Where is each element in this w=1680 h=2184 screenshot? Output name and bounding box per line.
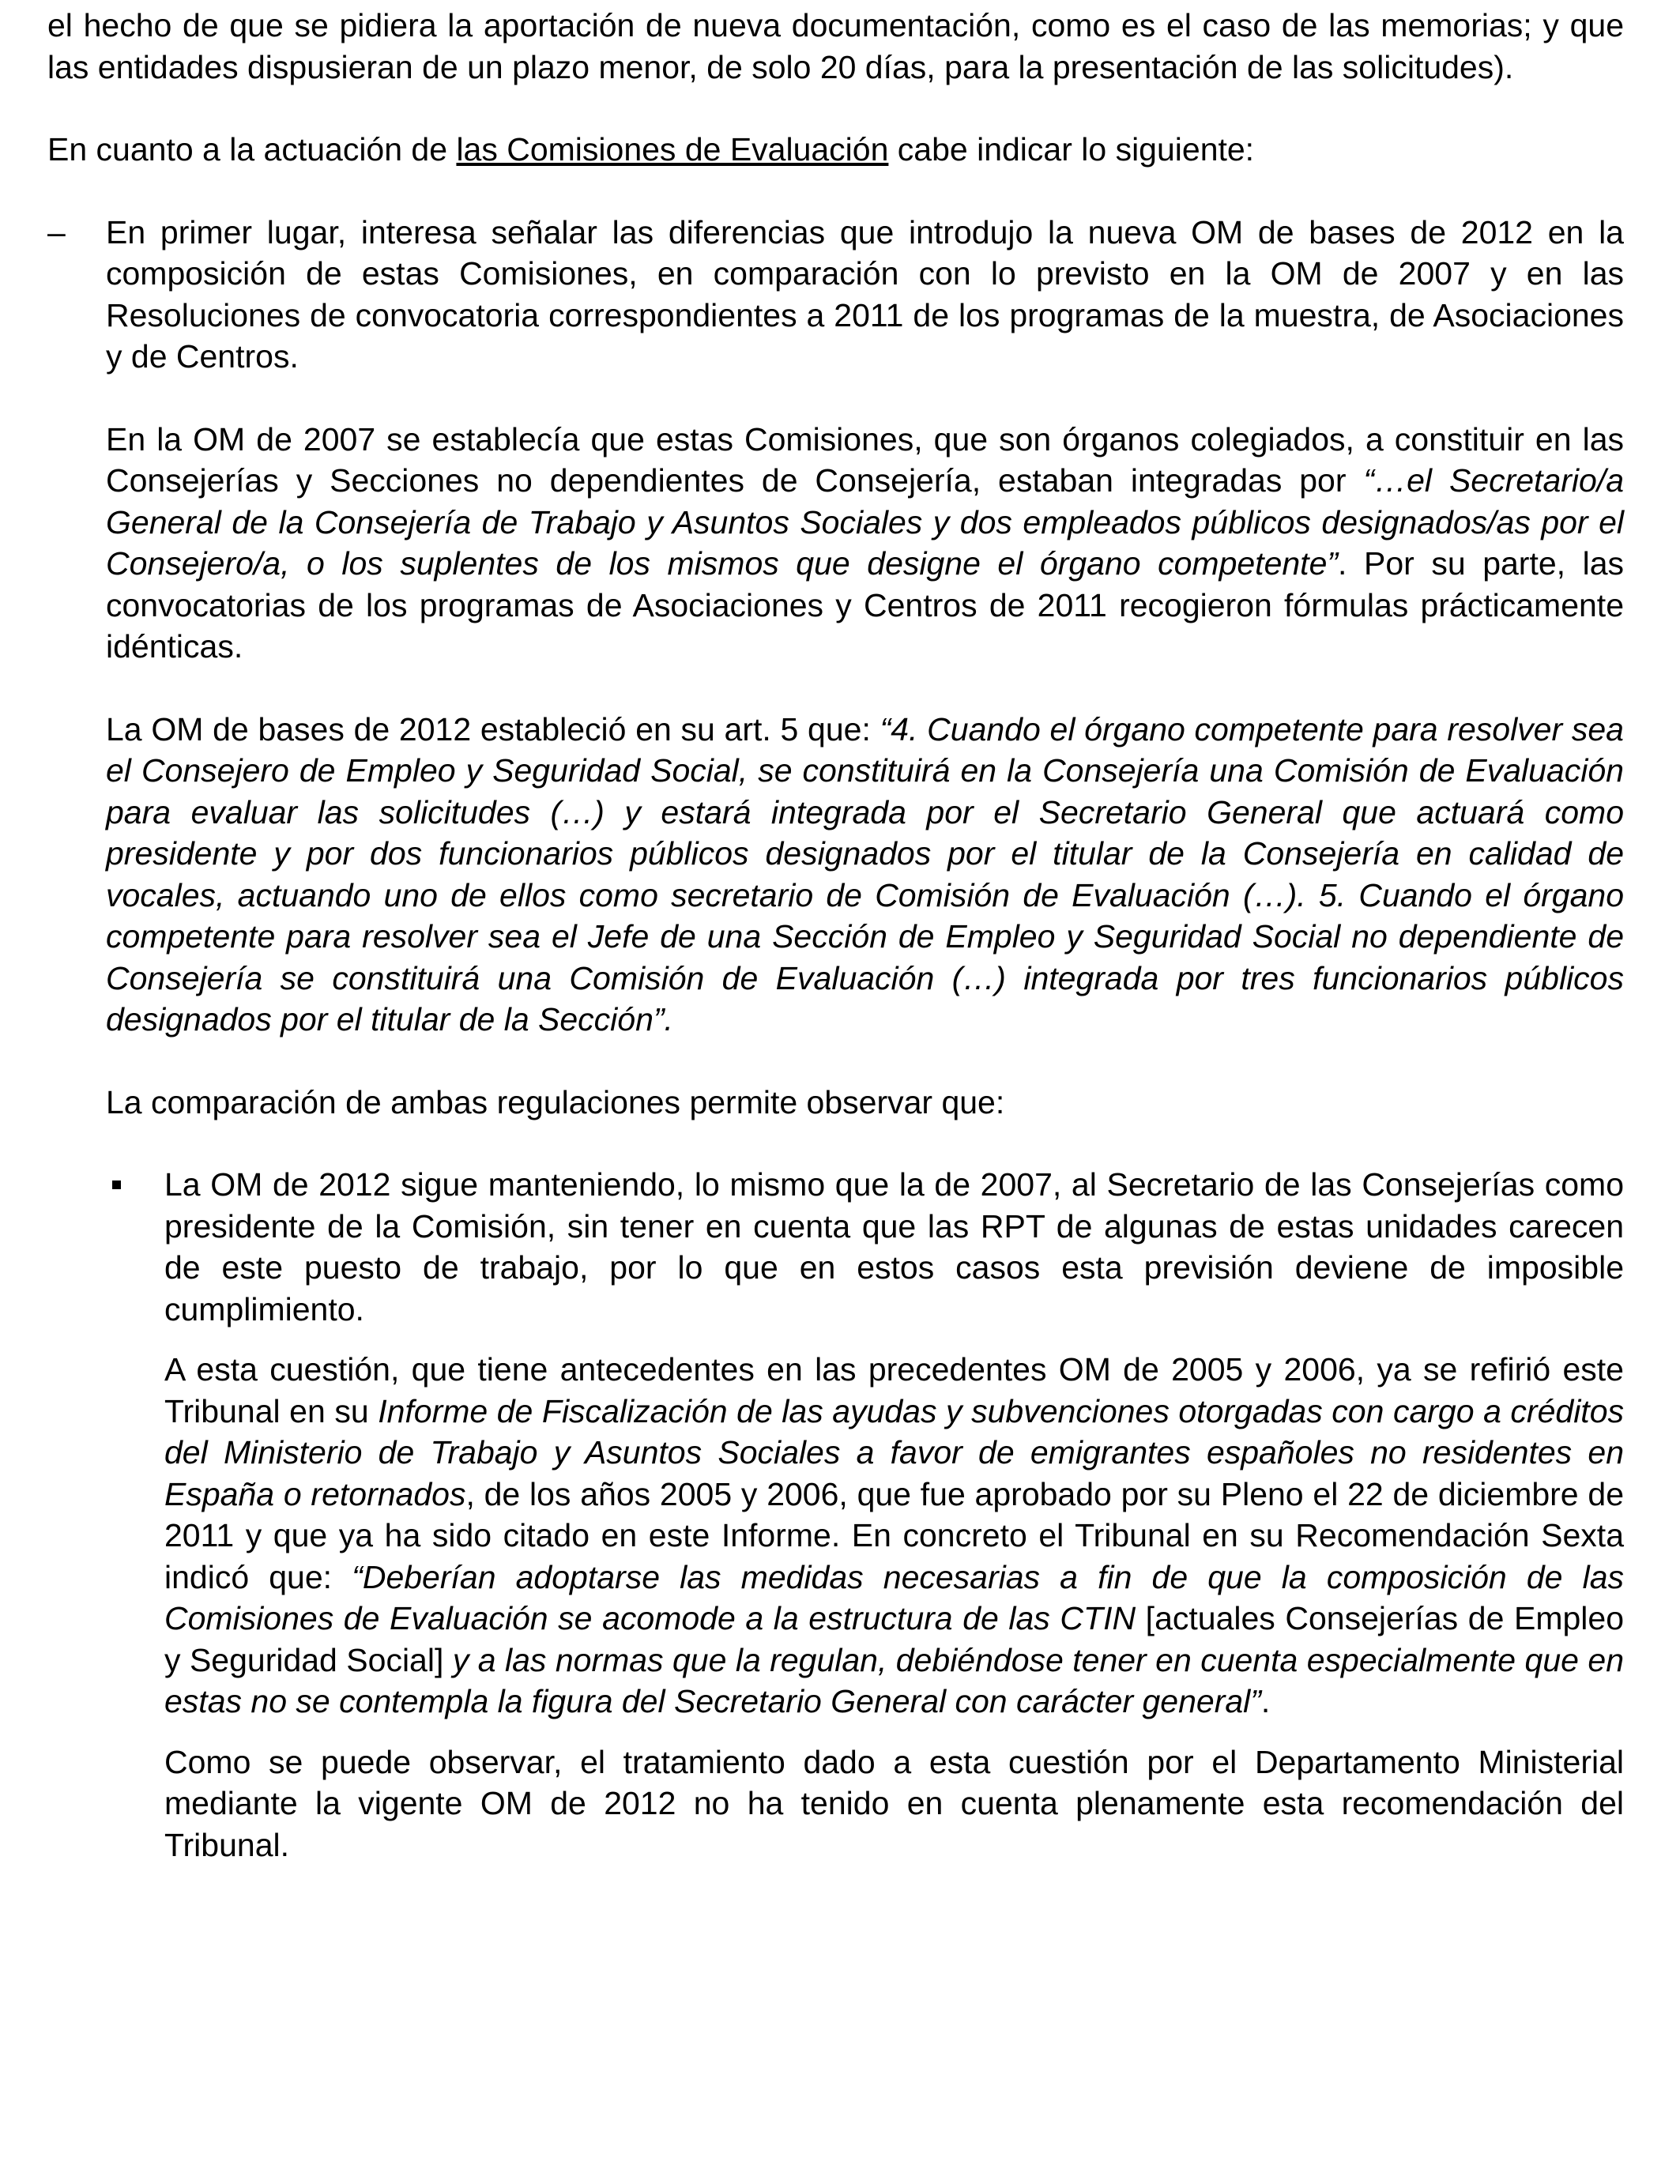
dash-bullet-icon: – [47, 213, 66, 250]
report-title: Informe de Fiscalización de las ayudas y subvenciones otorgadas con cargo a créditos del Ministerio de Trabajo y Asuntos Sociales a favor de emigrantes españoles no residentes en España o retornados [164, 1392, 1624, 1512]
square-list-item [47, 1164, 1624, 1330]
text-segment: En la OM de 2007 se establecía que estas Comisiones, que son órganos colegiados, a constituir en las Consejerías y Secciones no dependientes de Consejería, estaban integradas por [106, 420, 1624, 499]
quote-om-2012-art5: “4. Cuando el órgano competente para resolver sea el Consejero de Empleo y Seguridad Social, se constituirá en la Consejería una Comisión de Evaluación para evaluar las solicitudes (…) y estará integrada por el Secretario General que actuará como presidente y por dos funcionarios públicos designados por el titular de la Consejería en calidad de vocales, actuando uno de ellos como secretario de Comisión de Evaluación (…). 5. Cuando el órgano competente para resolver sea el Jefe de una Sección de Empleo y Seguridad Social no dependiente de Consejería se constituirá una Comisión de Evaluación (…) integrada por tres funcionarios públicos designados por el titular de la Sección”. [106, 710, 1624, 1037]
recommendation-quote-part1: “Deberían adoptarse las medidas necesarias a fin de que la composición de las Comisiones de Evaluación se acomode a la estructura de las CTIN [164, 1558, 1624, 1636]
dash-list-item [47, 212, 1624, 378]
text-segment: , de los años 2005 y 2006, que fue aprobado por su Pleno el 22 de diciembre de 2011 y que ya ha sido citado en este Informe. En concreto el Tribunal en su Recomendación Sexta indicó que: [164, 1475, 1625, 1595]
paragraph-intro-continuation: el hecho de que se pidiera la aportación de nueva documentación, como es el caso de las memorias; y que las entidades dispusieran de un plazo menor, de solo 20 días, para la presentación de las solicitudes). [47, 7, 1624, 85]
square-bullet-icon [112, 1180, 121, 1189]
paragraph-commissions-intro [47, 129, 1624, 171]
recommendation-quote-part2: y a las normas que la regulan, debiéndose tener en cuenta especialmente que en estas no se contempla la figura del Secretario General con carácter general” [164, 1641, 1624, 1719]
text-segment: La OM de bases de 2012 estableció en su art. 5 que: [106, 710, 880, 747]
document-page [47, 5, 1624, 1866]
paragraph-conclusion: Como se puede observar, el tratamiento dado a esta cuestión por el Departamento Ministerial mediante la vigente OM de 2012 no ha tenido en cuenta plenamente esta recomendación del Tribunal. [164, 1743, 1624, 1863]
text-segment: . Por su parte, las convocatorias de los programas de Asociaciones y Centros de 2011 recogieron fórmulas prácticamente idénticas. [106, 545, 1624, 665]
underlined-phrase: las Comisiones de Evaluación [456, 131, 889, 168]
text-segment: En cuanto a la actuación de [47, 131, 457, 168]
paragraph-secretary-point: La OM de 2012 sigue manteniendo, lo mismo que la de 2007, al Secretario de las Consejerías como presidente de la Comisión, sin tener en cuenta que las RPT de algunas de estas unidades carecen de este puesto de trabajo, por lo que en estos casos esta previsión deviene de imposible cumplimiento. [164, 1166, 1624, 1327]
paragraph-om-2007 [47, 419, 1624, 668]
quote-om-2007: “…el Secretario/a General de la Consejería de Trabajo y Asuntos Sociales y dos empleados públicos designados/as por el Consejero/a, o los suplentes de los mismos que designe el órgano competente” [106, 462, 1625, 582]
paragraph-first-point: En primer lugar, interesa señalar las diferencias que introdujo la nueva OM de bases de 2012 en la composición de estas Comisiones, en comparación con lo previsto en la OM de 2007 y en las Resoluciones de convocatoria correspondientes a 2011 de los programas de la muestra, de Asociaciones y de Centros. [106, 213, 1624, 375]
paragraph-tribunal-report [47, 1349, 1624, 1723]
paragraph-om-2012 [47, 709, 1624, 1041]
bracket-note: [actuales Consejerías de Empleo y Seguridad Social] [164, 1600, 1624, 1678]
text-segment: A esta cuestión, que tiene antecedentes en las precedentes OM de 2005 y 2006, ya se refirió este Tribunal en su [164, 1351, 1624, 1429]
paragraph-comparison: La comparación de ambas regulaciones permite observar que: [106, 1083, 1005, 1120]
text-segment: cabe indicar lo siguiente: [888, 131, 1255, 168]
text-segment: . [1260, 1683, 1271, 1719]
